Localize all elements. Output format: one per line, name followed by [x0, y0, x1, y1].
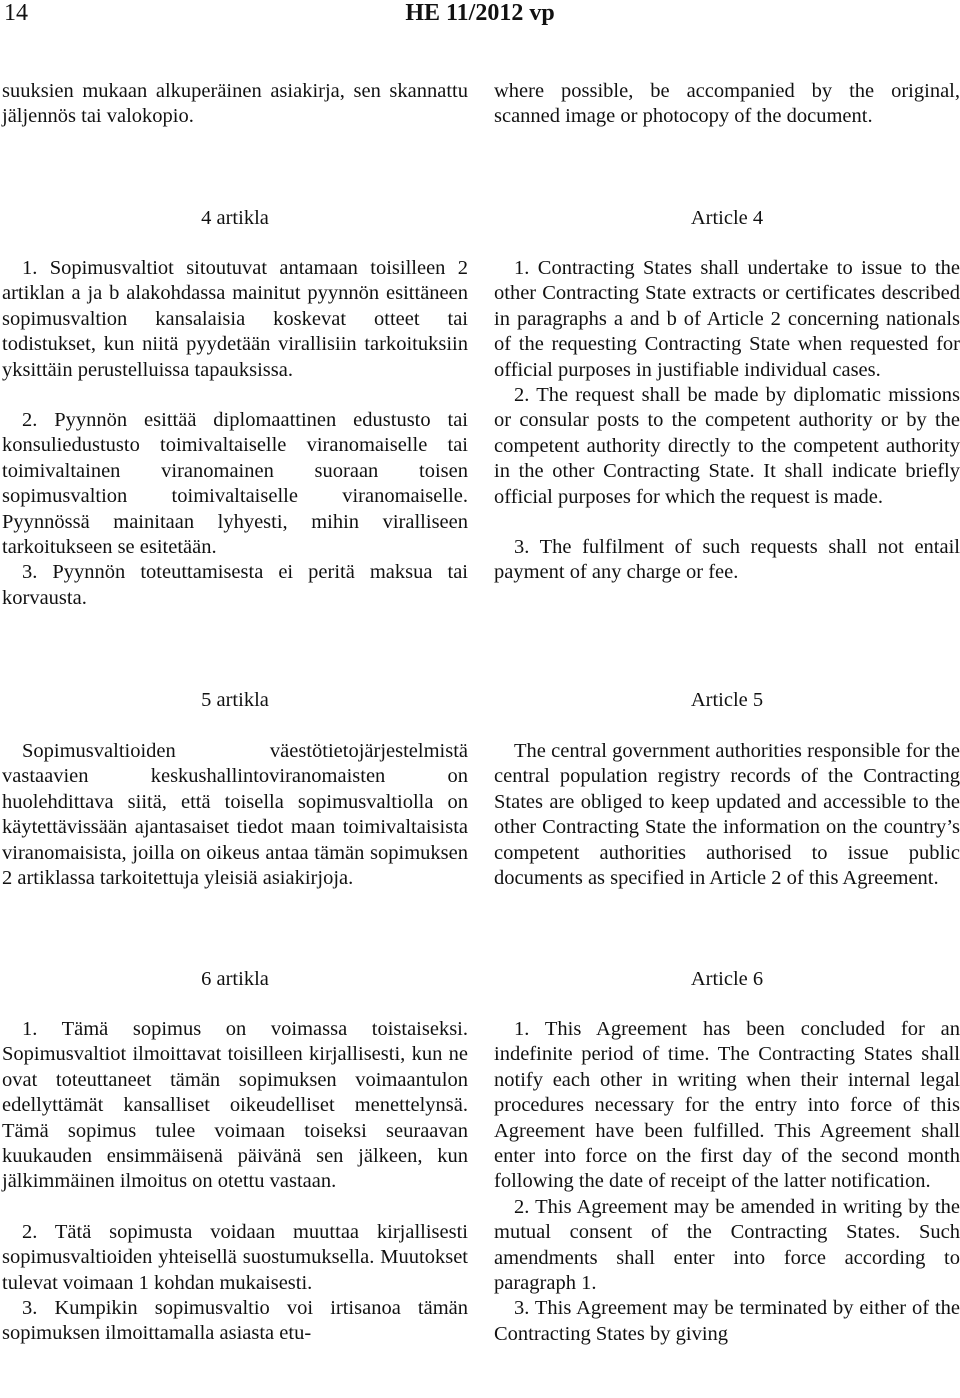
fi-article-6-paragraph-2: 2. Tätä sopimusta voidaan muuttaa kirjallisesti sopimusvaltioiden yhteisellä suostumuksella. Muutokset tulevat voimaan 1 kohdan mukaisesti. [2, 1220, 468, 1294]
en-article-4-paragraph-3: 3. The fulfilment of such requests shall not entail payment of any charge or fee. [494, 536, 960, 584]
en-article-6-paragraph-3: 3. This Agreement may be terminated by either of the Contracting States by giving [494, 1297, 960, 1345]
fi-article-4-body [2, 256, 468, 611]
en-continuation: where possible, be accompanied by the original, scanned image or photocopy of the document. [494, 80, 960, 128]
document-reference: HE 11/2012 vp [405, 0, 555, 26]
fi-article-4-paragraph-3: 3. Pyynnön toteuttamisesta ei peritä maksua tai korvausta. [2, 561, 468, 609]
en-article-6-body [494, 1017, 960, 1347]
fi-article-6-heading: 6 artikla [201, 968, 269, 990]
en-article-6-paragraph-2: 2. This Agreement may be amended in writing by the mutual consent of the Contracting States. Such amendments shall enter into force according to paragraph 1. [494, 1195, 960, 1295]
page-number: 14 [4, 0, 28, 26]
en-article-4-paragraph-2: 2. The request shall be made by diplomatic missions or consular posts to the competent authority or by the competent authority directly to the competent authority in the other Contracting State. It shall indicate briefly official purposes for which the request is made. [494, 384, 960, 508]
en-article-5-paragraph-1: The central government authorities responsible for the central population registry records of the Contracting States are obliged to keep updated and accessible to the other Contracting State the information on the country’s competent authorities authorised to issue public documents as specified in Article 2 of this Agreement. [494, 740, 960, 890]
fi-article-5-heading: 5 artikla [201, 689, 269, 711]
fi-article-4-heading: 4 artikla [201, 207, 269, 229]
en-article-5-body [494, 739, 960, 891]
en-article-5-heading: Article 5 [690, 689, 764, 711]
fi-article-6-paragraph-1: 1. Tämä sopimus on voimassa toistaiseksi. Sopimusvaltiot ilmoittavat toisilleen kirjallisesti, kun ne ovat toteuttaneet tämän sopimuksen voimaantulon edellyttämät kansalliset oikeudelliset menettelynsä. Tämä sopimus tulee voimaan toiseksi seuraavan kuukauden ensimmäisenä päivänä sen jälkeen, kun jälkimmäinen ilmoitus on otettu vastaan. [2, 1018, 468, 1193]
fi-article-6-paragraph-3: 3. Kumpikin sopimusvaltio voi irtisanoa tämän sopimuksen ilmoittamalla asiasta etu- [2, 1297, 468, 1345]
en-article-4-heading: Article 4 [690, 207, 764, 229]
fi-article-4-paragraph-1: 1. Sopimusvaltiot sitoutuvat antamaan toisilleen 2 artiklan a ja b alakohdassa mainitut pyynnön esittäneen sopimusvaltion kansalaisia koskevat otteet tai todistukset, kun niitä pyydetään virallisiin tarkoituksiin yksittäin perustelluissa tapauksissa. [2, 257, 468, 381]
en-article-6-heading: Article 6 [690, 968, 764, 990]
fi-continuation: suuksien mukaan alkuperäinen asiakirja, sen skannattu jäljennös tai valokopio. [2, 80, 468, 128]
en-article-6-paragraph-1: 1. This Agreement has been concluded for an indefinite period of time. The Contracting States shall notify each other in writing when their internal legal procedures necessary for the entry into force of this Agreement have been fulfilled. This Agreement shall enter into force on the first day of the second month following the date of receipt of the latter notification. [494, 1018, 960, 1193]
en-article-4-paragraph-1: 1. Contracting States shall undertake to issue to the other Contracting State extracts or certificates described in paragraphs a and b of Article 2 concerning nationals of the requesting Contracting State when requested for official purposes in justifiable individual cases. [494, 257, 960, 381]
fi-article-5-paragraph-1: Sopimusvaltioiden väestötietojärjestelmistä vastaavien keskushallintoviranomaisten on huolehdittava siitä, että toisella sopimusvaltiolla on käytettävissään ajantasaiset tiedot maan toimivaltaisista viranomaisista, joilla on oikeus antaa tämän sopimuksen 2 artiklassa tarkoitettuja yleisiä asiakirjoja. [2, 740, 468, 890]
fi-article-4-paragraph-2: 2. Pyynnön esittää diplomaattinen edustusto tai konsuliedustusto toimivaltaiselle viranomaiselle tai toimivaltainen viranomainen suoraan toisen sopimusvaltion toimivaltaiselle viranomaiselle. Pyynnössä mainitaan lyhyesti, mihin viralliseen tarkoitukseen se esitetään. [2, 409, 468, 559]
en-article-4-body [494, 256, 960, 586]
fi-article-5-body [2, 739, 468, 891]
fi-article-6-body [2, 1017, 468, 1347]
